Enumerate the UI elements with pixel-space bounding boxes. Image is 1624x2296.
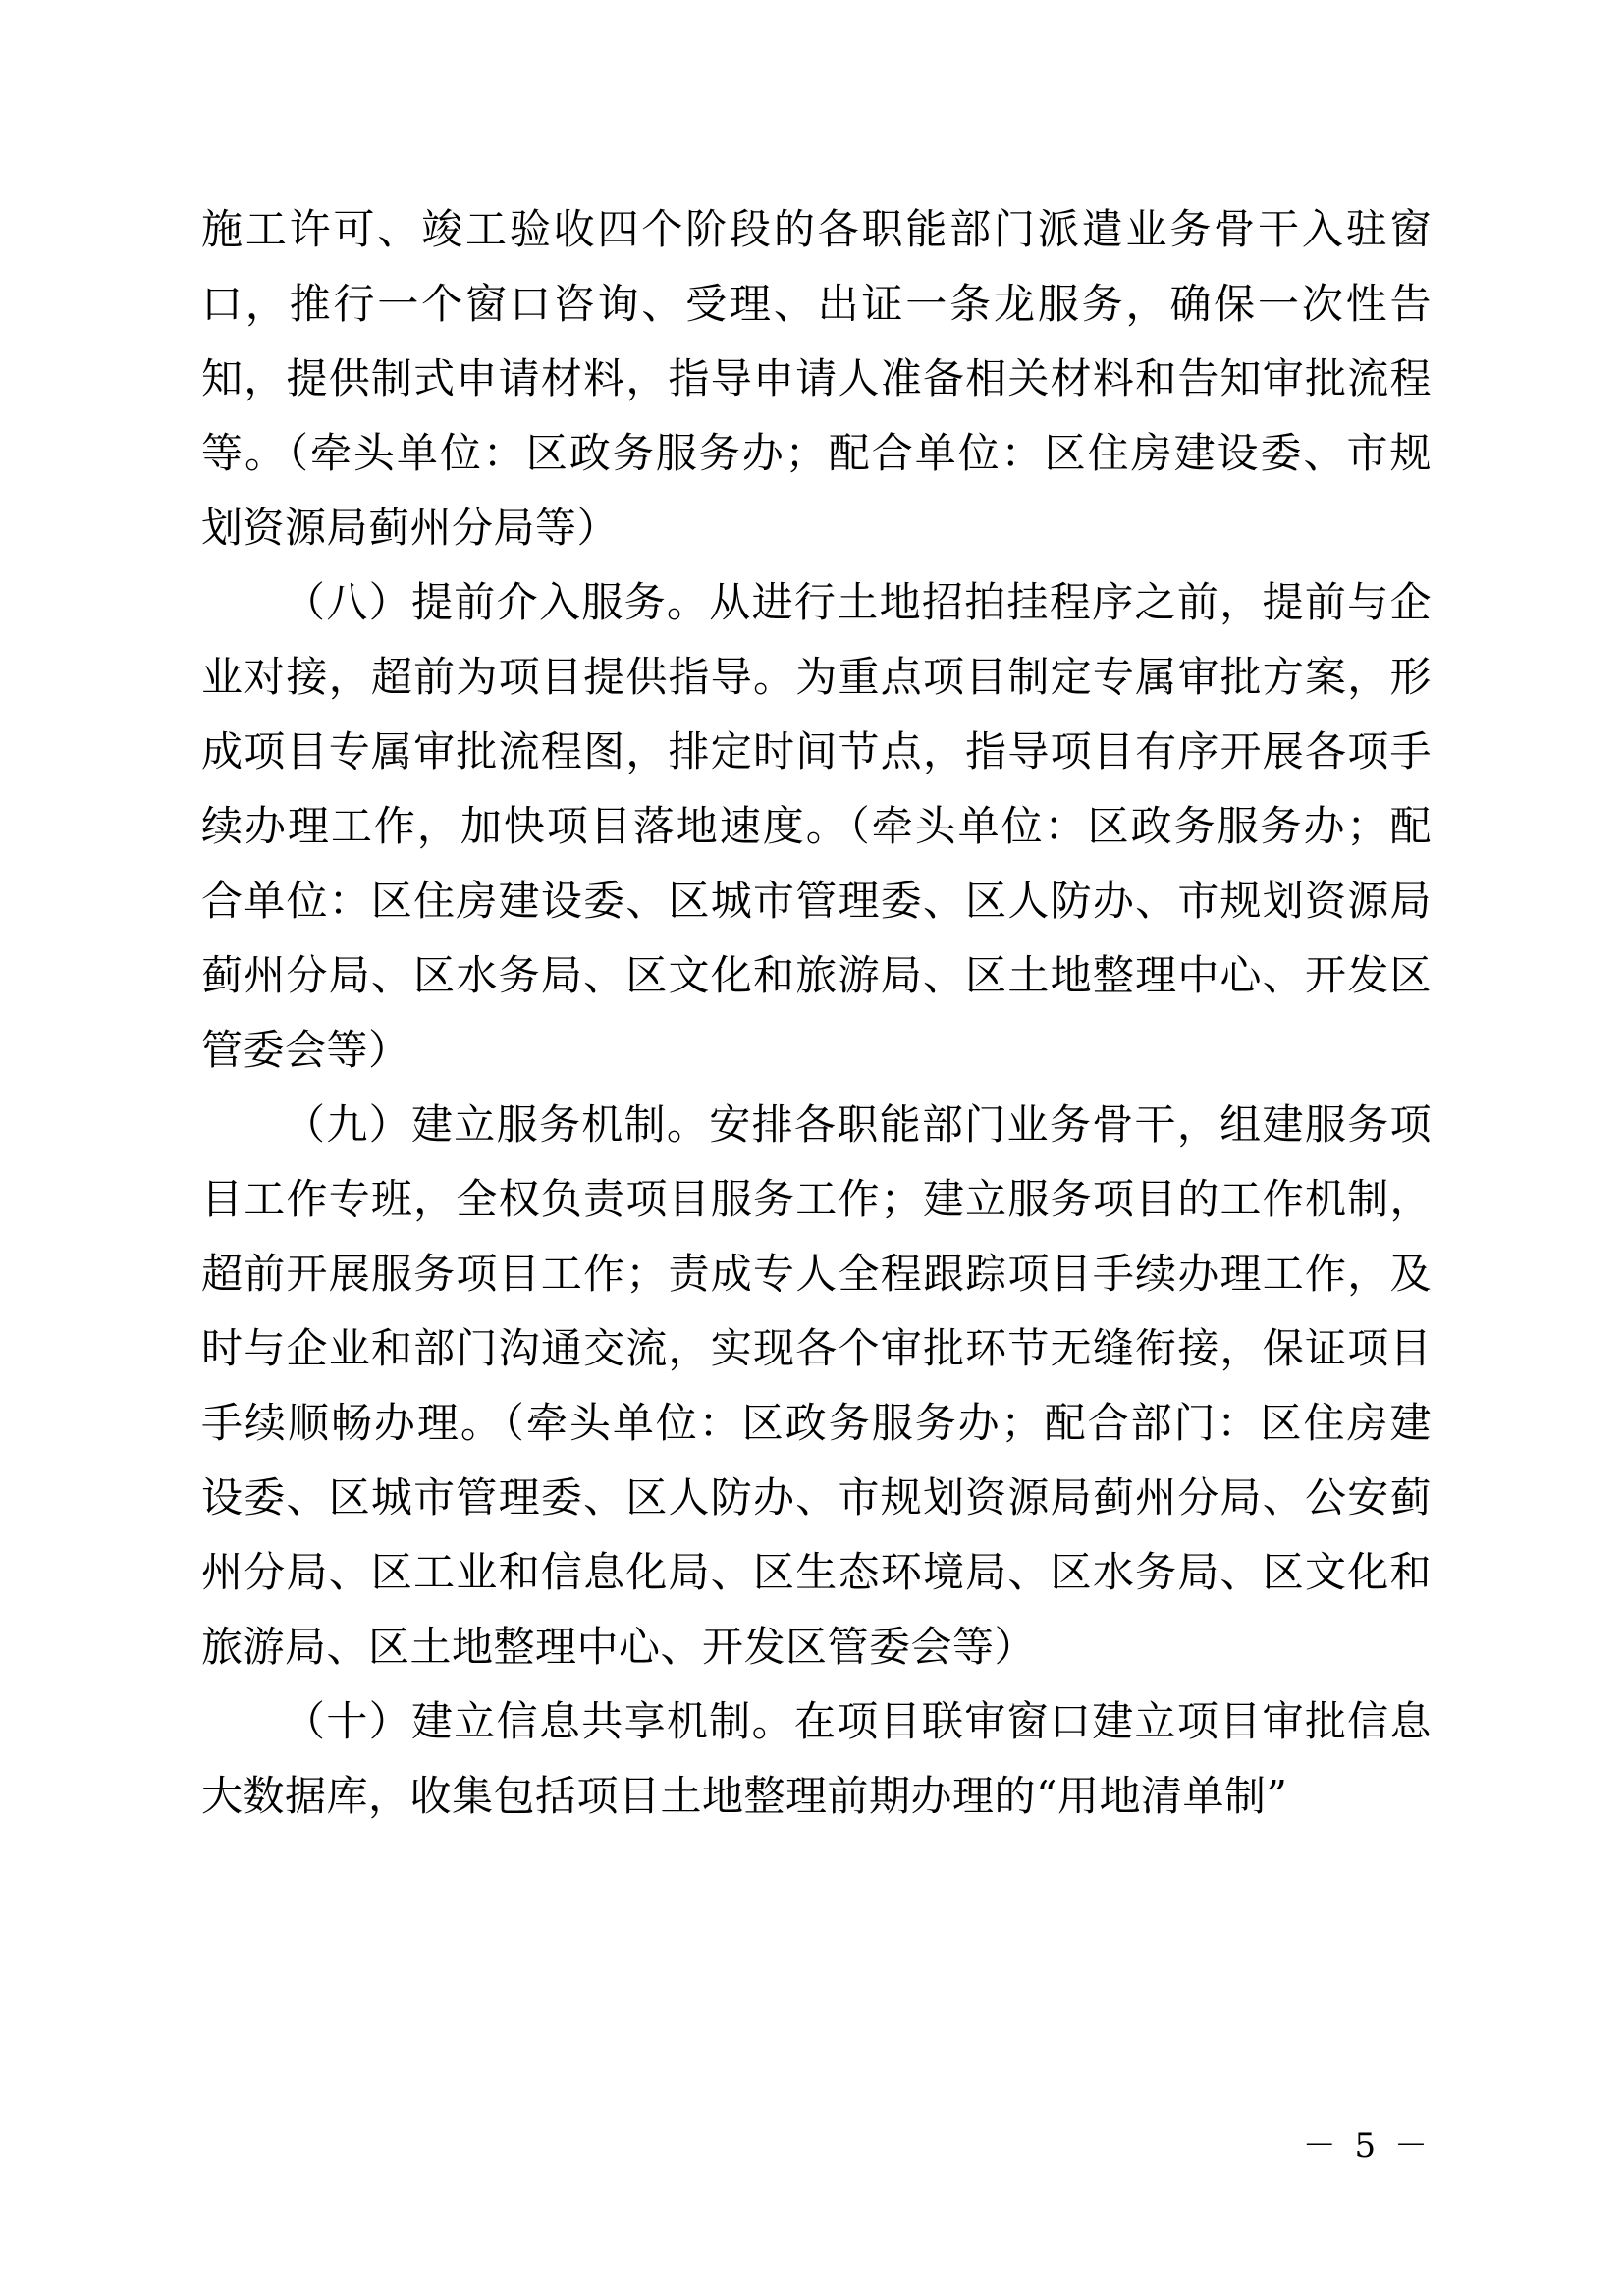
paragraph-continuation: 施工许可、竣工验收四个阶段的各职能部门派遣业务骨干入驻窗口，推行一个窗口咨询、受理、出证一条龙服务，确保一次性告知，提供制式申请材料，指导申请人准备相关材料和告知审批流程等。（牵头单位：区政务服务办；配合单位：区住房建设委、市规划资源局蓟州分局等） [201,205,1432,552]
paragraph-item-10: （十）建立信息共享机制。在项目联审窗口建立项目审批信息大数据库，收集包括项目土地整理前期办理的“用地清单制” [201,1697,1432,1820]
paragraph-item-9: （九）建立服务机制。安排各职能部门业务骨干，组建服务项目工作专班，全权负责项目服务工作；建立服务项目的工作机制，超前开展服务项目工作；责成专人全程跟踪项目手续办理工作，及时与企业和部门沟通交流，实现各个审批环节无缝衔接，保证项目手续顺畅办理。（牵头单位：区政务服务办；配合部门：区住房建设委、区城市管理委、区人防办、市规划资源局蓟州分局、公安蓟州分局、区工业和信息化局、区生态环境局、区水务局、区文化和旅游局、区土地整理中心、开发区管委会等） [201,1100,1432,1671]
paragraph-item-8: （八）提前介入服务。从进行土地招拍挂程序之前，提前与企业对接，超前为项目提供指导。为重点项目制定专属审批方案，形成项目专属审批流程图，排定时间节点，指导项目有序开展各项手续办理工作，加快项目落地速度。（牵头单位：区政务服务办；配合单位：区住房建设委、区城市管理委、区人防办、市规划资源局蓟州分局、区水务局、区文化和旅游局、区土地整理中心、开发区管委会等） [201,578,1432,1074]
page-number: － 5 － [1302,2126,1432,2165]
document-body [201,192,1432,1834]
